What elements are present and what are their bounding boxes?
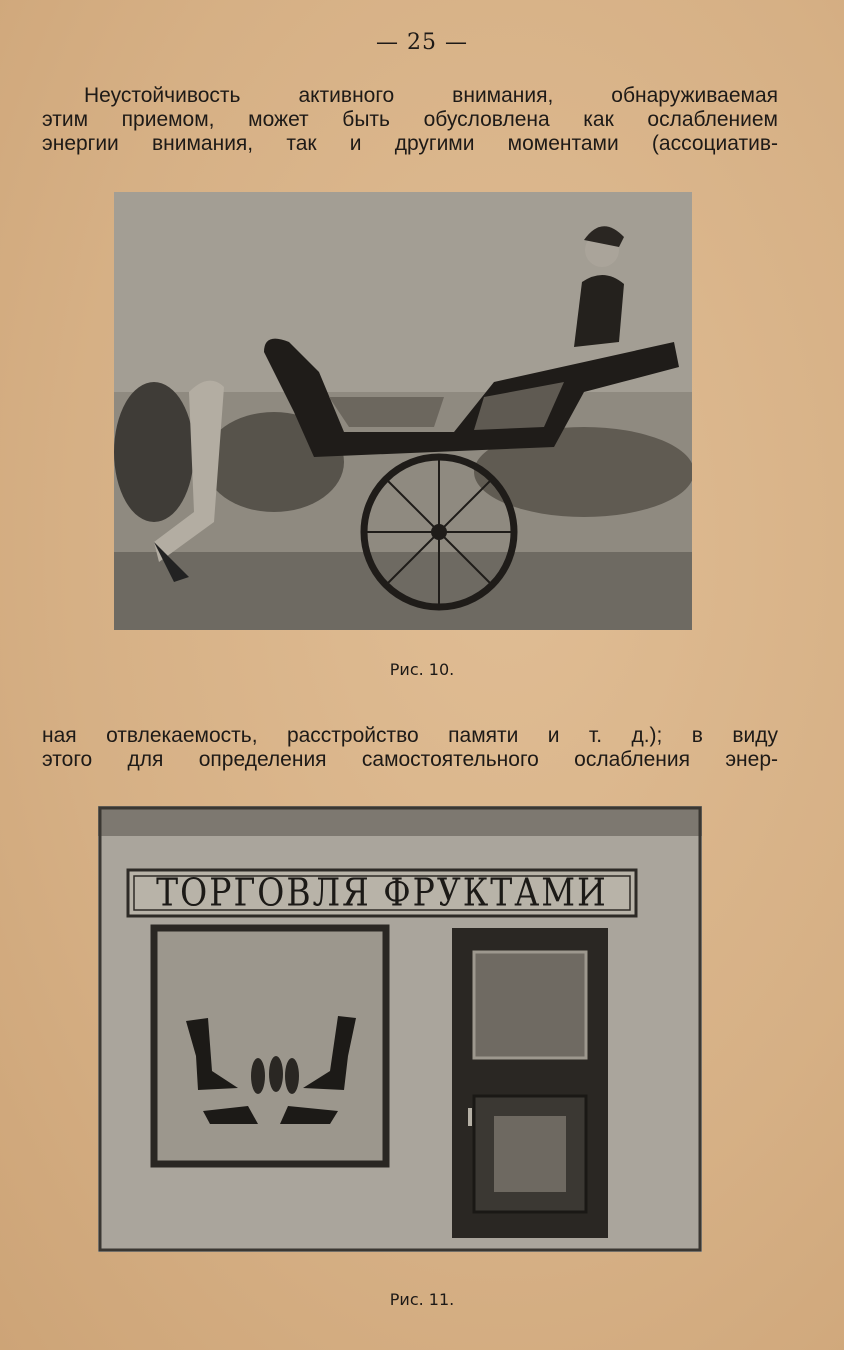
text-line: ная отвлекаемость, расстройство памяти и т. д.); в виду: [42, 724, 778, 747]
figure-11-caption: Рис. 11.: [389, 1290, 455, 1309]
text-line: этим приемом, может быть обусловлена как ослаблением: [42, 108, 778, 131]
text-line: Неустойчивость активного внимания, обнаруживаемая: [84, 84, 778, 107]
paragraph-2: [42, 724, 778, 772]
shop-sign-text: ТОРГОВЛЯ ФРУКТАМИ: [156, 870, 608, 915]
figure-10-caption: Рис. 10.: [389, 660, 455, 679]
text-line: этого для определения самостоятельного ослабления энер-: [42, 748, 778, 771]
figure-10-carriage-illustration: [114, 192, 692, 630]
figure-11-shop-front-illustration: [98, 806, 702, 1252]
text-line: энергии внимания, так и другими моментами (ассоциатив-: [42, 132, 778, 155]
page-number: — 25 —: [376, 30, 468, 55]
paragraph-1: [42, 84, 778, 156]
